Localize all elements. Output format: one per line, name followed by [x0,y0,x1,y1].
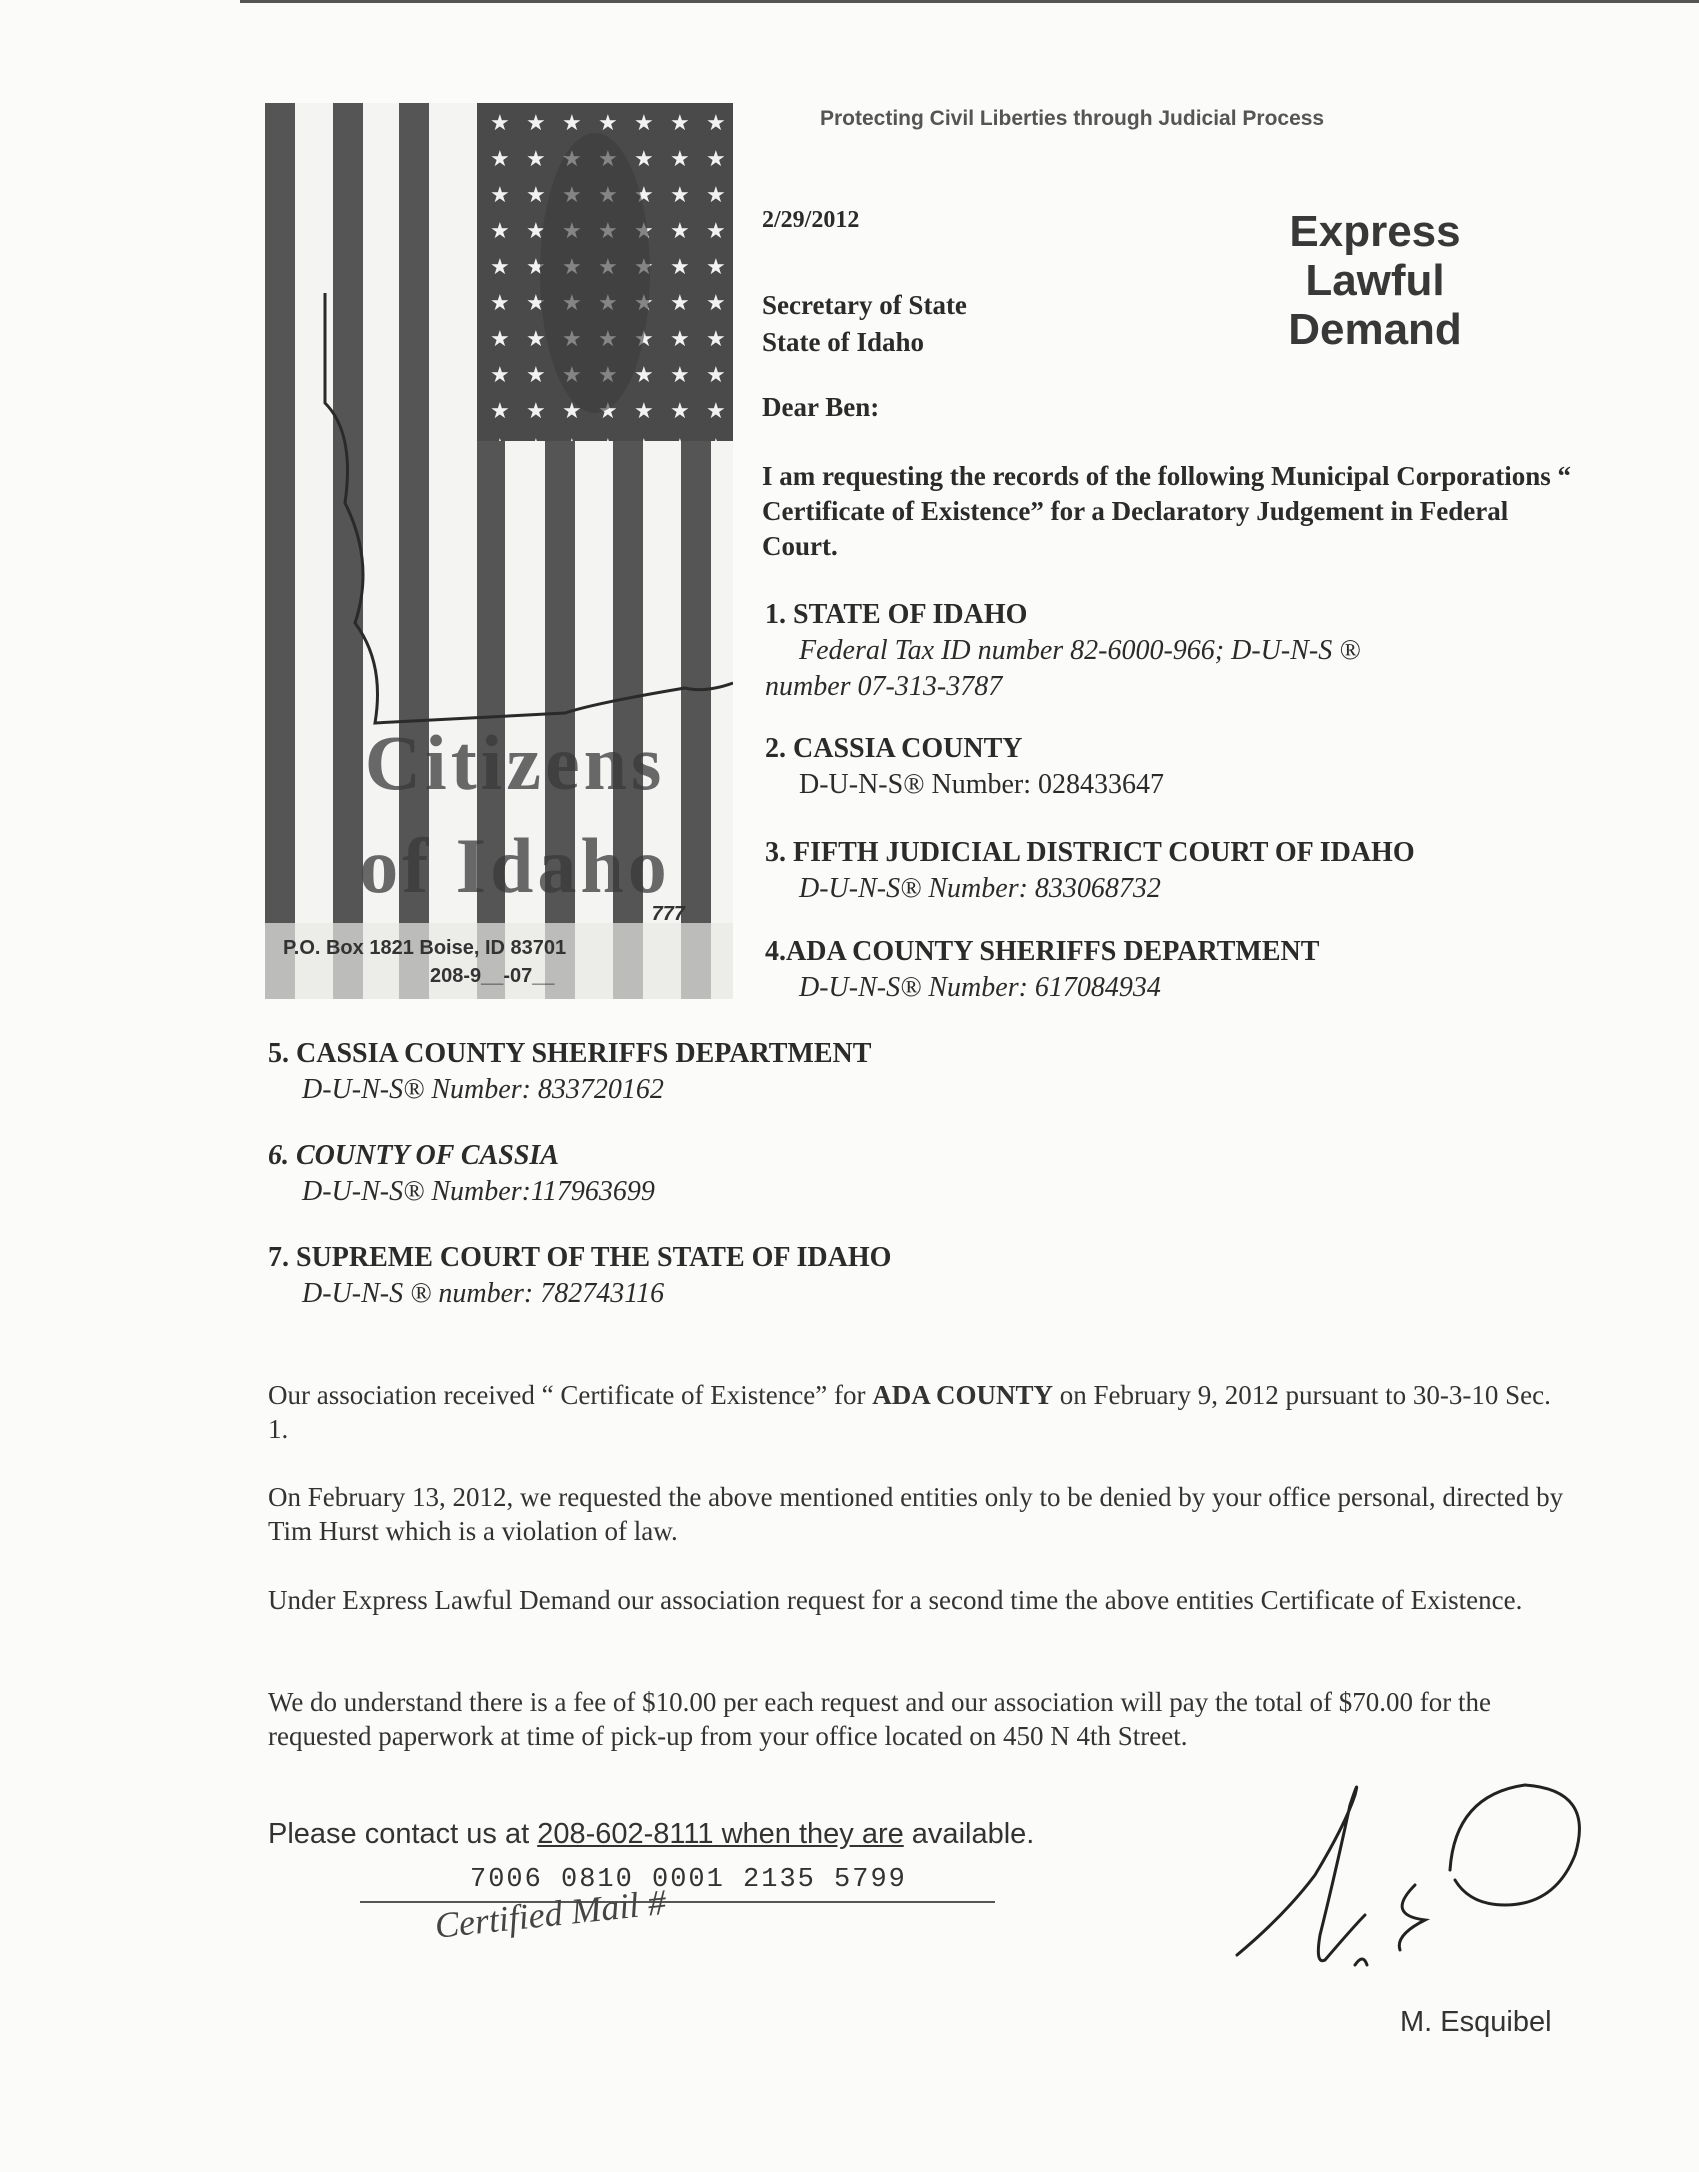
para1-text-end: on February 9, 2012 pursuant to 30-3-10 Sec. 1. [268,1380,1551,1444]
entity-duns: Federal Tax ID number 82-6000-966; D-U-N-S ® [799,635,1361,666]
entity-item [268,1138,655,1210]
para1-text: Our association received “ Certificate of Existence” for [268,1380,873,1410]
entity-duns: D-U-N-S® Number: 833068732 [799,873,1161,904]
entity-duns: D-U-N-S® Number: 833720162 [302,1074,664,1105]
signature [1225,1765,1605,2000]
logo-title-line2: of Idaho [359,822,671,909]
logo-address: P.O. Box 1821 Boise, ID 83701 [283,937,567,959]
entity-name: 7. SUPREME COURT OF THE STATE OF IDAHO [268,1242,892,1273]
stamp-line3: Demand [1288,305,1462,354]
intro-paragraph: I am requesting the records of the following Municipal Corporations “ Certificate of Existence” for a Declaratory Judgement in Federal Court. [762,461,1571,561]
contact-line [268,1818,1034,1851]
recipient-line2: State of Idaho [762,327,925,357]
recipient-line1: Secretary of State [762,290,967,320]
entity-duns-cont: number 07-313-3787 [765,671,1003,702]
entity-name: 5. CASSIA COUNTY SHERIFFS DEPARTMENT [268,1038,872,1069]
express-lawful-demand-stamp [1260,207,1490,354]
paragraph-denied: On February 13, 2012, we requested the above mentioned entities only to be denied by your office personal, directed by Tim Hurst which is a violation of law. [268,1482,1564,1546]
entity-name: 4.ADA COUNTY SHERIFFS DEPARTMENT [765,936,1320,967]
para1-bold: ADA COUNTY [872,1380,1053,1410]
logo-title-line1: Citizens [364,719,666,806]
entity-item [765,731,1164,803]
entity-name: 1. STATE OF IDAHO [765,599,1028,630]
entity-duns: D-U-N-S® Number: 028433647 [799,769,1165,800]
entity-duns: D-U-N-S ® number: 782743116 [302,1278,665,1309]
entity-item [765,597,1361,705]
entity-name: 6. COUNTY OF CASSIA [268,1140,559,1171]
logo-code: 777 [651,903,685,925]
tagline: Protecting Civil Liberties through Judicial Process [820,107,1325,130]
scan-top-edge [240,0,1699,3]
entity-duns: D-U-N-S® Number:117963699 [302,1176,655,1207]
letter-date: 2/29/2012 [762,207,860,233]
contact-phone: 208-602-8111 [537,1818,714,1850]
paragraph-received [268,1378,1568,1446]
recipient-address [762,287,967,361]
stamp-line1: Express [1289,207,1461,256]
salutation: Dear Ben: [762,392,880,422]
paragraph-fee: We do understand there is a fee of $10.00 per each request and our association will pay the total of $70.00 for the requested paperwork at time of pick-up from your office located on 450 N 4th Street. [268,1687,1491,1751]
entity-name: 3. FIFTH JUDICIAL DISTRICT COURT OF IDAHO [765,837,1415,868]
entity-item [268,1036,871,1108]
certified-mail-handwritten: Certified Mail # [432,1881,668,1946]
entity-duns: D-U-N-S® Number: 617084934 [799,972,1161,1003]
entity-item [765,835,1415,907]
entity-item [765,934,1319,1006]
stamp-line2: Lawful [1305,256,1445,305]
entity-item [268,1240,891,1312]
paragraph-demand: Under Express Lawful Demand our association request for a second time the above entities Certificate of Existence. [268,1585,1523,1615]
contact-pre: Please contact us at [268,1818,538,1850]
citizens-of-idaho-logo [265,103,733,999]
contact-post: available. [903,1818,1035,1850]
certified-mail-number: 7006 0810 0001 2135 5799 [470,1865,907,1895]
contact-mid: when they are [713,1818,904,1850]
signature-name: M. Esquibel [1400,2006,1552,2038]
logo-phone: 208-9__-07__ [430,965,555,987]
entity-name: 2. CASSIA COUNTY [765,733,1023,764]
